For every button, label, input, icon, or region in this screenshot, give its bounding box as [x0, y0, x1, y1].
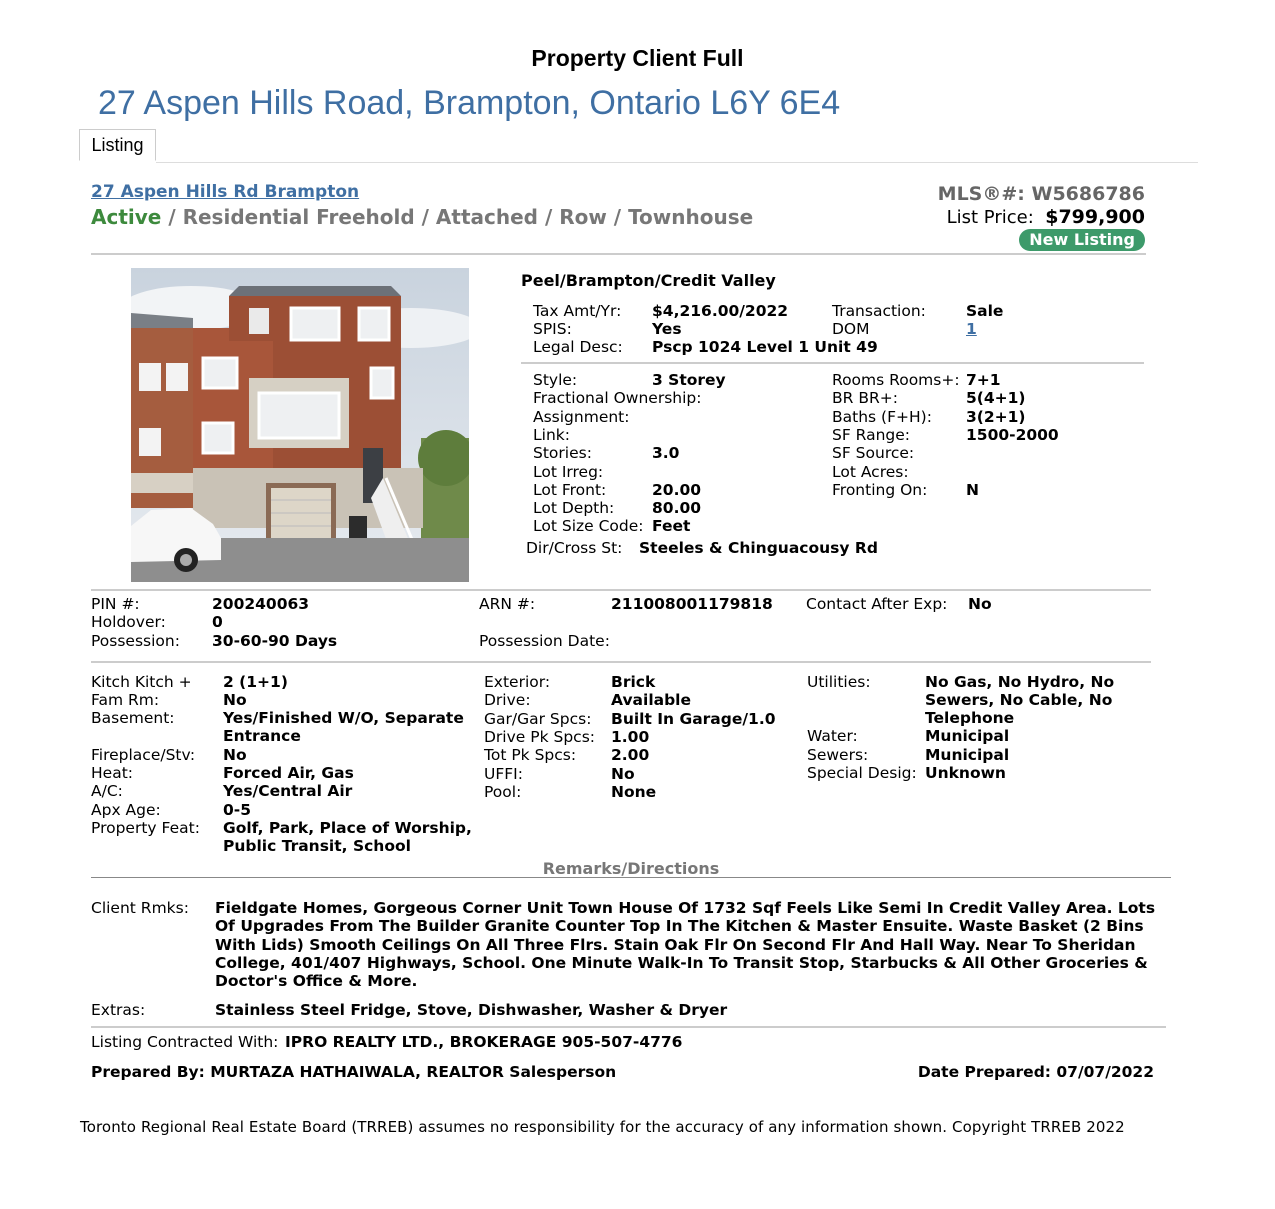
field-label: Style:: [533, 371, 578, 389]
sewers-value: Municipal: [925, 746, 1010, 764]
fireplace-label: Fireplace/Stv:: [91, 746, 196, 764]
remarks-heading: Remarks/Directions: [542, 859, 720, 878]
possession-date-label: Possession Date:: [479, 632, 610, 650]
contact-value: No: [968, 595, 992, 613]
contact-label: Contact After Exp:: [806, 595, 948, 613]
spis-label: SPIS:: [533, 320, 572, 338]
field-value: Feet: [652, 517, 691, 536]
list-price-value: $799,900: [1045, 206, 1145, 228]
field-label: Lot Depth:: [533, 499, 615, 518]
client-remarks-label: Client Rmks:: [91, 899, 189, 917]
divider: [91, 253, 1146, 255]
field-label: BR BR+:: [832, 389, 898, 408]
tab-divider: [156, 162, 1198, 163]
propfeat-label: Property Feat:: [91, 819, 200, 837]
propfeat-value: Golf, Park, Place of Worship,: [223, 819, 472, 837]
divider: [91, 877, 1171, 878]
cross-street-value: Steeles & Chinguacousy Rd: [639, 539, 878, 557]
basement-value-2: Entrance: [223, 727, 301, 745]
dom-label: DOM: [832, 320, 870, 338]
heat-value: Forced Air, Gas: [223, 764, 354, 782]
arn-value: 211008001179818: [611, 595, 773, 613]
basement-value: Yes/Finished W/O, Separate: [223, 709, 464, 727]
status-active: Active: [91, 205, 162, 229]
extras-label: Extras:: [91, 1001, 146, 1019]
field-value: 80.00: [652, 499, 702, 518]
field-label: Lot Front:: [533, 480, 607, 499]
field-value: Brick: [611, 673, 656, 691]
short-address-link[interactable]: 27 Aspen Hills Rd Brampton: [91, 182, 360, 202]
cross-street-label: Dir/Cross St:: [526, 539, 623, 557]
utilities-value-2: Sewers, No Cable, No: [925, 691, 1113, 709]
field-label: Drive:: [484, 691, 531, 710]
list-price-label: List Price:: [946, 207, 1034, 228]
property-address: 27 Aspen Hills Road, Brampton, Ontario L6Y 6E4: [98, 84, 841, 122]
pin-label: PIN #:: [91, 595, 140, 613]
dom-link[interactable]: 1: [966, 320, 977, 338]
field-label: Lot Acres:: [832, 462, 909, 481]
field-label: Tot Pk Spcs:: [484, 746, 577, 765]
utilities-value-3: Telephone: [925, 709, 1015, 727]
utilities-value: No Gas, No Hydro, No: [925, 673, 1115, 691]
field-value: Built In Garage/1.0: [611, 709, 776, 728]
field-label: Exterior:: [484, 673, 551, 691]
water-value: Municipal: [925, 727, 1010, 745]
kitch-value: 2 (1+1): [223, 673, 288, 691]
property-type: / Residential Freehold / Attached / Row / Townhouse: [161, 205, 754, 229]
contracted-label: Listing Contracted With:: [91, 1033, 279, 1051]
water-label: Water:: [807, 727, 858, 745]
field-value: No: [611, 764, 635, 783]
status-line: [91, 205, 753, 229]
kitch-label: Kitch Kitch +: [91, 673, 192, 691]
divider: [91, 661, 1151, 663]
field-value: 20.00: [652, 480, 702, 499]
field-value: 2.00: [611, 746, 650, 765]
heat-label: Heat:: [91, 764, 133, 782]
field-label: Baths (F+H):: [832, 407, 932, 426]
field-value: 1.00: [611, 727, 650, 746]
prepared-by: Prepared By: MURTAZA HATHAIWALA, REALTOR Salesperson: [91, 1063, 617, 1081]
propfeat-value-2: Public Transit, School: [223, 837, 411, 855]
legal-value: Pscp 1024 Level 1 Unit 49: [652, 338, 878, 356]
ac-label: A/C:: [91, 782, 123, 800]
client-remarks-line: College, 401/407 Highways, School. One Minute Walk-In To Transit Stop, Starbucks & All Other Groceries &: [215, 953, 1148, 972]
divider: [521, 362, 1144, 364]
field-label: Assignment:: [533, 407, 630, 426]
house-photo-icon: [131, 268, 469, 582]
field-label: Fronting On:: [832, 480, 928, 499]
contracted-value: IPRO REALTY LTD., BROKERAGE 905-507-4776: [285, 1033, 683, 1051]
client-remarks-line: Doctor's Office & More.: [215, 972, 418, 991]
client-remarks-line: With Lids) Smooth Ceilings On All Three Flrs. Stain Oak Flr On Second Flr And Hall Way. Near To Sheridan: [215, 935, 1136, 954]
extras-value: Stainless Steel Fridge, Stove, Dishwasher, Washer & Dryer: [215, 1001, 728, 1019]
special-label: Special Desig:: [807, 764, 917, 782]
possession-label: Possession:: [91, 632, 180, 650]
tab-listing[interactable]: Listing: [79, 129, 156, 161]
field-label: Lot Irreg:: [533, 462, 604, 481]
tax-value: $4,216.00/2022: [652, 302, 789, 320]
field-value: None: [611, 782, 657, 801]
fireplace-value: No: [223, 746, 247, 764]
age-label: Apx Age:: [91, 801, 161, 819]
age-value: 0-5: [223, 801, 252, 819]
property-photo: [131, 268, 469, 582]
field-label: SF Range:: [832, 425, 911, 444]
field-label: Link:: [533, 425, 570, 444]
client-remarks-line: Of Upgrades From The Builder Granite Counter Top In The Kitchen & Master Ensuite. Waste Basket (2 Bins: [215, 917, 1144, 936]
disclaimer-footer: Toronto Regional Real Estate Board (TRREB) assumes no responsibility for the accuracy of any information shown. Copyright TRREB 2022: [80, 1118, 1125, 1136]
utilities-label: Utilities:: [807, 673, 871, 691]
legal-label: Legal Desc:: [533, 338, 623, 356]
field-label: Fractional Ownership:: [533, 389, 702, 408]
mls-number: [938, 183, 1145, 205]
page-title: Property Client Full: [531, 45, 744, 71]
field-value: 1500-2000: [966, 425, 1059, 444]
field-label: Gar/Gar Spcs:: [484, 709, 592, 728]
pin-value: 200240063: [212, 595, 310, 613]
special-value: Unknown: [925, 764, 1006, 782]
field-value: 5(4+1): [966, 389, 1026, 408]
transaction-value: Sale: [966, 302, 1004, 320]
holdover-value: 0: [212, 613, 223, 631]
spis-value: Yes: [652, 320, 682, 338]
field-label: Stories:: [533, 444, 592, 463]
field-value: 3.0: [652, 444, 680, 463]
area-title: Peel/Brampton/Credit Valley: [521, 271, 776, 290]
field-value: 3(2+1): [966, 407, 1026, 426]
date-prepared: Date Prepared: 07/07/2022: [917, 1063, 1154, 1081]
field-label: Lot Size Code:: [533, 517, 644, 536]
list-price: [947, 206, 1145, 228]
famrm-value: No: [223, 691, 247, 709]
divider: [91, 589, 1151, 591]
client-remarks: [215, 899, 1165, 990]
mls-label: MLS®#:: [937, 183, 1025, 205]
field-label: SF Source:: [832, 444, 915, 463]
new-listing-badge: New Listing: [1019, 229, 1145, 251]
tax-label: Tax Amt/Yr:: [533, 302, 622, 320]
basement-label: Basement:: [91, 709, 175, 727]
possession-value: 30-60-90 Days: [212, 632, 338, 650]
sewers-label: Sewers:: [807, 746, 869, 764]
transaction-label: Transaction:: [832, 302, 926, 320]
field-label: UFFI:: [484, 764, 523, 783]
field-value: 7+1: [966, 371, 1001, 389]
field-value: Available: [611, 691, 692, 710]
famrm-label: Fam Rm:: [91, 691, 160, 709]
client-remarks-line: Fieldgate Homes, Gorgeous Corner Unit Town House Of 1732 Sqf Feels Like Semi In Credit Valley Area. Lots: [215, 899, 1156, 917]
field-label: Rooms Rooms+:: [832, 371, 960, 389]
arn-label: ARN #:: [479, 595, 536, 613]
ac-value: Yes/Central Air: [223, 782, 353, 800]
mls-value: W5686786: [1031, 183, 1145, 205]
field-value: 3 Storey: [652, 371, 726, 389]
holdover-label: Holdover:: [91, 613, 166, 631]
field-value: N: [966, 480, 979, 499]
divider: [91, 1026, 1166, 1028]
field-label: Drive Pk Spcs:: [484, 727, 595, 746]
field-label: Pool:: [484, 782, 522, 801]
